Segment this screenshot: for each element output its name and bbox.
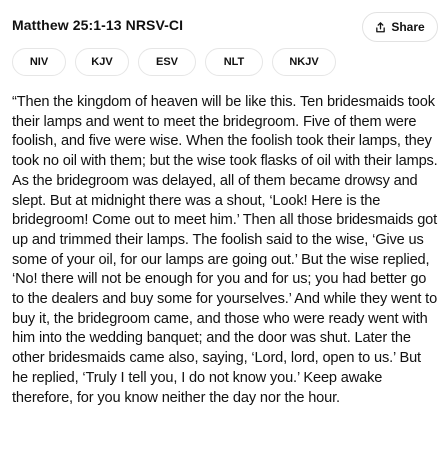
version-selector: [12, 48, 336, 76]
passage-reference: Matthew 25:1-13 NRSV-CI: [12, 17, 184, 33]
version-button-nlt[interactable]: NLT: [205, 48, 263, 76]
share-icon: [375, 22, 386, 33]
version-button-kjv[interactable]: KJV: [75, 48, 129, 76]
passage-header: [0, 0, 446, 54]
version-button-nkjv[interactable]: NKJV: [272, 48, 336, 76]
share-label: Share: [391, 20, 425, 34]
share-button[interactable]: [362, 12, 438, 42]
version-button-niv[interactable]: NIV: [12, 48, 66, 76]
passage-text: “Then the kingdom of heaven will be like this. Ten bridesmaids took their lamps and went to meet the bridegroom. Five of them were foolish, and five were wise. When the foolish took their lamps, they took no oil with them; but the wise took flasks of oil with their lamps. As the bridegroom was delayed, all of them became drowsy and slept. But at midnight there was a shout, ‘Look! Here is the bridegroom! Come out to meet him.’ Then all those bridesmaids got up and trimmed their lamps. The foolish said to the wise, ‘Give us some of your oil, for our lamps are going out.’ But the wise replied, ‘No! there will not be enough for you and for us; you had better go to the dealers and buy some for yourselves.’ And while they went to buy it, the bridegroom came, and those who were ready went with him into the wedding banquet; and the door was shut. Later the other bridesmaids came also, saying, ‘Lord, lord, open to us.’ But he replied, ‘Truly I tell you, I do not know you.’ Keep awake therefore, for you know neither the day nor the hour.: [12, 94, 438, 406]
version-button-esv[interactable]: ESV: [138, 48, 196, 76]
